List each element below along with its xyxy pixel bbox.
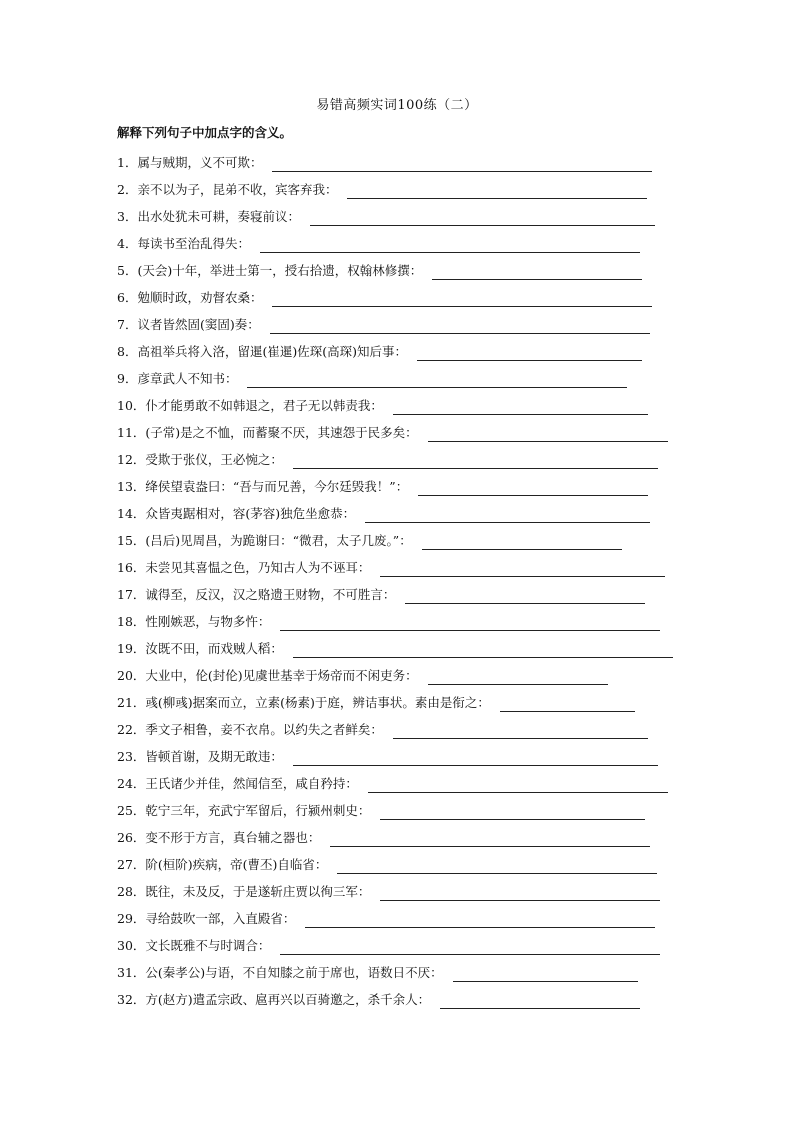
item-number: 11． (117, 425, 146, 440)
item-sentence: 高祖举兵将入洛，留暹(崔暹)佐琛(高琛)知后事： (137, 344, 407, 359)
answer-blank[interactable] (380, 803, 645, 820)
exercise-item (117, 417, 677, 444)
item-sentence: 彧(柳彧)据案而立，立素(杨素)于庭，辨诘事状。素由是衔之： (145, 695, 490, 710)
answer-blank[interactable] (270, 317, 650, 334)
item-number: 12． (117, 452, 146, 467)
exercise-item (117, 282, 677, 309)
answer-blank[interactable] (310, 209, 655, 226)
item-sentence: 仆才能勇敢不如韩退之，君子无以韩责我： (145, 398, 383, 413)
item-number: 22． (117, 722, 146, 737)
exercise-item (117, 228, 677, 255)
item-sentence: 既往，未及反，于是遂斩庄贾以徇三军： (145, 884, 371, 899)
answer-blank[interactable] (272, 155, 652, 172)
item-number: 8． (117, 344, 138, 359)
exercise-item (117, 822, 677, 849)
item-number: 21． (117, 695, 146, 710)
item-number: 31． (117, 965, 146, 980)
item-number: 17． (117, 587, 146, 602)
item-number: 3． (117, 209, 138, 224)
answer-blank[interactable] (428, 668, 608, 685)
item-number: 10． (117, 398, 146, 413)
answer-blank[interactable] (293, 749, 658, 766)
item-number: 19． (117, 641, 146, 656)
answer-blank[interactable] (428, 425, 668, 442)
item-number: 13． (117, 479, 146, 494)
item-sentence: 文长既雅不与时调合： (145, 938, 271, 953)
exercise-item (117, 849, 677, 876)
exercise-item (117, 471, 677, 498)
item-sentence: 出水处犹未可耕，奏寝前议： (137, 209, 300, 224)
item-sentence: 彦章武人不知书： (137, 371, 238, 386)
answer-blank[interactable] (432, 263, 642, 280)
answer-blank[interactable] (293, 452, 658, 469)
item-sentence: 大业中，伦(封伦)见虞世基幸于炀帝而不闲吏务： (145, 668, 418, 683)
exercise-item (117, 552, 677, 579)
item-sentence: 王氏诸少并佳，然闻信至，咸自矜持： (145, 776, 358, 791)
exercise-item (117, 714, 677, 741)
item-number: 23． (117, 749, 146, 764)
item-sentence: 乾宁三年，充武宁军留后，行颍州刺史： (145, 803, 371, 818)
answer-blank[interactable] (272, 290, 652, 307)
exercise-item (117, 498, 677, 525)
instruction-text: 解释下列句子中加点字的含义。 (117, 125, 293, 140)
item-sentence: 皆顿首谢，及期无敢违： (145, 749, 283, 764)
item-number: 4． (117, 236, 138, 251)
exercise-item (117, 390, 677, 417)
item-sentence: (吕后)见周昌，为跪谢曰：“微君，太子几废。”： (145, 533, 412, 548)
item-number: 6． (117, 290, 138, 305)
answer-blank[interactable] (260, 236, 640, 253)
item-number: 20． (117, 668, 146, 683)
item-sentence: 季文子相鲁，妾不衣帛。以约失之者鲜矣： (145, 722, 383, 737)
exercise-item (117, 633, 677, 660)
item-number: 9． (117, 371, 138, 386)
item-number: 26． (117, 830, 146, 845)
item-number: 28． (117, 884, 146, 899)
answer-blank[interactable] (293, 641, 673, 658)
exercise-item (117, 957, 677, 984)
item-number: 24． (117, 776, 146, 791)
answer-blank[interactable] (305, 911, 655, 928)
item-number: 27． (117, 857, 146, 872)
item-sentence: (子常)是之不恤，而蓄聚不厌，其速怨于民多矣： (145, 425, 418, 440)
item-sentence: 方(赵方)遣孟宗政、扈再兴以百骑邀之，杀千余人： (145, 992, 431, 1007)
answer-blank[interactable] (347, 182, 647, 199)
exercise-item (117, 741, 677, 768)
item-sentence: (天会)十年，举进士第一，授右拾遗，权翰林修撰： (137, 263, 423, 278)
item-number: 25． (117, 803, 146, 818)
item-number: 16． (117, 560, 146, 575)
exercise-item (117, 660, 677, 687)
item-number: 1． (117, 155, 138, 170)
item-sentence: 公(秦孝公)与语，不自知膝之前于席也，语数日不厌： (145, 965, 443, 980)
answer-blank[interactable] (380, 560, 665, 577)
item-sentence: 勉顺时政，劝督农桑： (137, 290, 263, 305)
item-sentence: 变不形于方言，真台辅之器也： (145, 830, 321, 845)
exercise-item (117, 930, 677, 957)
item-sentence: 寻给鼓吹一部，入直殿省： (145, 911, 296, 926)
answer-blank[interactable] (422, 533, 622, 550)
item-number: 30． (117, 938, 146, 953)
exercise-item (117, 795, 677, 822)
answer-blank[interactable] (330, 830, 650, 847)
exercise-item (117, 687, 677, 714)
exercise-item (117, 309, 677, 336)
answer-blank[interactable] (368, 776, 668, 793)
item-sentence: 众皆夷踞相对，容(茅容)独危坐愈恭： (145, 506, 356, 521)
item-sentence: 议者皆然固(窦固)奏： (137, 317, 260, 332)
answer-blank[interactable] (500, 695, 635, 712)
item-sentence: 汝既不田，而戏贼人稻： (145, 641, 283, 656)
item-number: 2． (117, 182, 138, 197)
exercise-item (117, 255, 677, 282)
exercise-item (117, 201, 677, 228)
item-number: 32． (117, 992, 146, 1007)
exercise-item (117, 174, 677, 201)
exercise-item (117, 525, 677, 552)
answer-blank[interactable] (393, 398, 648, 415)
exercise-item (117, 363, 677, 390)
item-sentence: 性刚嫉恶，与物多忤： (145, 614, 271, 629)
answer-blank[interactable] (440, 992, 640, 1009)
item-number: 29． (117, 911, 146, 926)
answer-blank[interactable] (280, 614, 660, 631)
item-number: 15． (117, 533, 146, 548)
item-sentence: 亲不以为子，昆弟不收，宾客弃我： (137, 182, 338, 197)
answer-blank[interactable] (418, 479, 648, 496)
item-number: 5． (117, 263, 138, 278)
item-number: 18． (117, 614, 146, 629)
answer-blank[interactable] (337, 857, 657, 874)
exercise-item (117, 876, 677, 903)
answer-blank[interactable] (405, 587, 645, 604)
answer-blank[interactable] (247, 371, 627, 388)
page-title: 易错高频实词100练（二） (316, 98, 478, 113)
answer-blank[interactable] (365, 506, 650, 523)
item-sentence: 受欺于张仪，王必惋之： (145, 452, 283, 467)
answer-blank[interactable] (280, 938, 660, 955)
item-number: 14． (117, 506, 146, 521)
item-sentence: 属与贼期，义不可欺： (137, 155, 263, 170)
answer-blank[interactable] (453, 965, 638, 982)
item-sentence: 绛侯望袁盎曰：“吾与而兄善，今尔廷毁我！”： (145, 479, 409, 494)
exercise-item (117, 984, 677, 1011)
answer-blank[interactable] (380, 884, 660, 901)
exercise-item (117, 444, 677, 471)
answer-blank[interactable] (417, 344, 642, 361)
item-sentence: 未尝见其喜愠之色，乃知古人为不诬耳： (145, 560, 371, 575)
exercise-item (117, 579, 677, 606)
exercise-item (117, 903, 677, 930)
answer-blank[interactable] (393, 722, 648, 739)
item-sentence: 诚得至，反汉，汉之赂遗王财物，不可胜言： (145, 587, 396, 602)
item-sentence: 每读书至治乱得失： (137, 236, 250, 251)
exercise-list (117, 147, 677, 1011)
exercise-item (117, 768, 677, 795)
item-sentence: 阶(桓阶)疾病，帝(曹丕)自临省： (145, 857, 328, 872)
exercise-item (117, 606, 677, 633)
item-number: 7． (117, 317, 138, 332)
exercise-item (117, 147, 677, 174)
exercise-item (117, 336, 677, 363)
